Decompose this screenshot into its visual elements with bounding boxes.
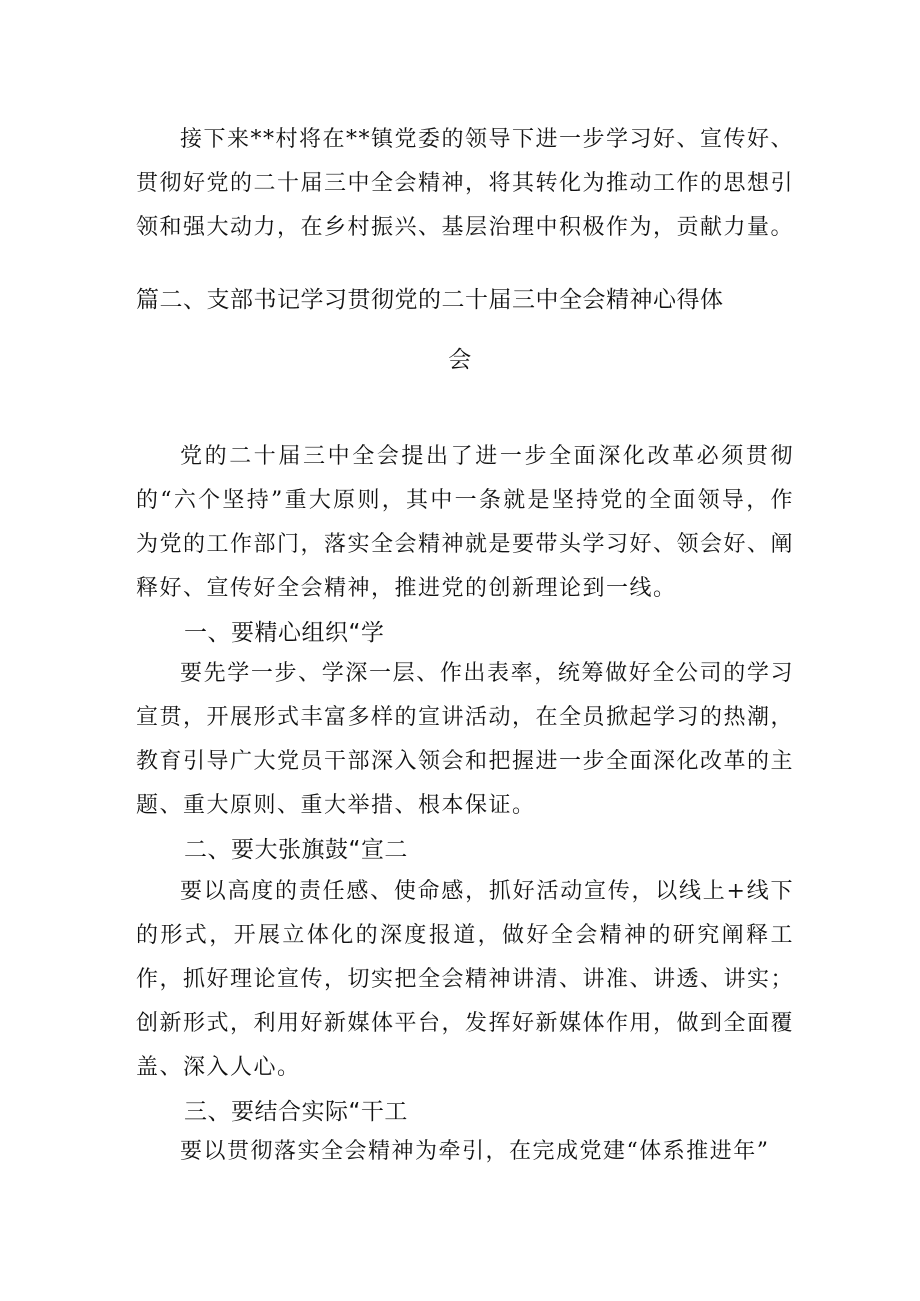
section-body-1: 要先学一步、学深一层、作出表率，统筹做好全公司的学习宣贯，开展形式丰富多样的宣讲活动，在全员掀起学习的热潮，教育引导广大党员干部深入领会和把握进一步全面深化改革的主题、重大原则、重大举措、根本保证。 (136, 661, 795, 818)
section-heading-3: 三、要结合实际“干工 (184, 1099, 408, 1125)
intro-paragraph: 接下来**村将在**镇党委的领导下进一步学习好、宣传好、贯彻好党的二十届三中全会精神，将其转化为推动工作的思想引领和强大动力，在乡村振兴、基层治理中积极作为，贡献力量。 (136, 127, 795, 240)
section-heading-2: 二、要大张旗鼓“宣二 (184, 837, 408, 863)
lead-paragraph: 党的二十届三中全会提出了进一步全面深化改革必须贯彻的“六个坚持”重大原则，其中一条就是坚持党的全面领导，作为党的工作部门，落实全会精神就是要带头学习好、领会好、阐释好、宣传好全会精神，推进党的创新理论到一线。 (136, 444, 795, 601)
article-title-continuation: 会 (448, 347, 472, 373)
section-body-3: 要以贯彻落实全会精神为牵引，在完成党建“体系推进年” (180, 1139, 770, 1164)
article-title: 篇二、支部书记学习贯彻党的二十届三中全会精神心得体 (136, 287, 724, 313)
section-heading-1: 一、要精心组织“学 (184, 620, 385, 646)
section-body-2: 要以高度的责任感、使命感，抓好活动宣传，以线上+线下的形式，开展立体化的深度报道，做好全会精神的研究阐释工作，抓好理论宣传，切实把全会精神讲清、讲准、讲透、讲实；创新形式，利用好新媒体平台，发挥好新媒体作用，做到全面覆盖、深入人心。 (136, 879, 795, 1080)
